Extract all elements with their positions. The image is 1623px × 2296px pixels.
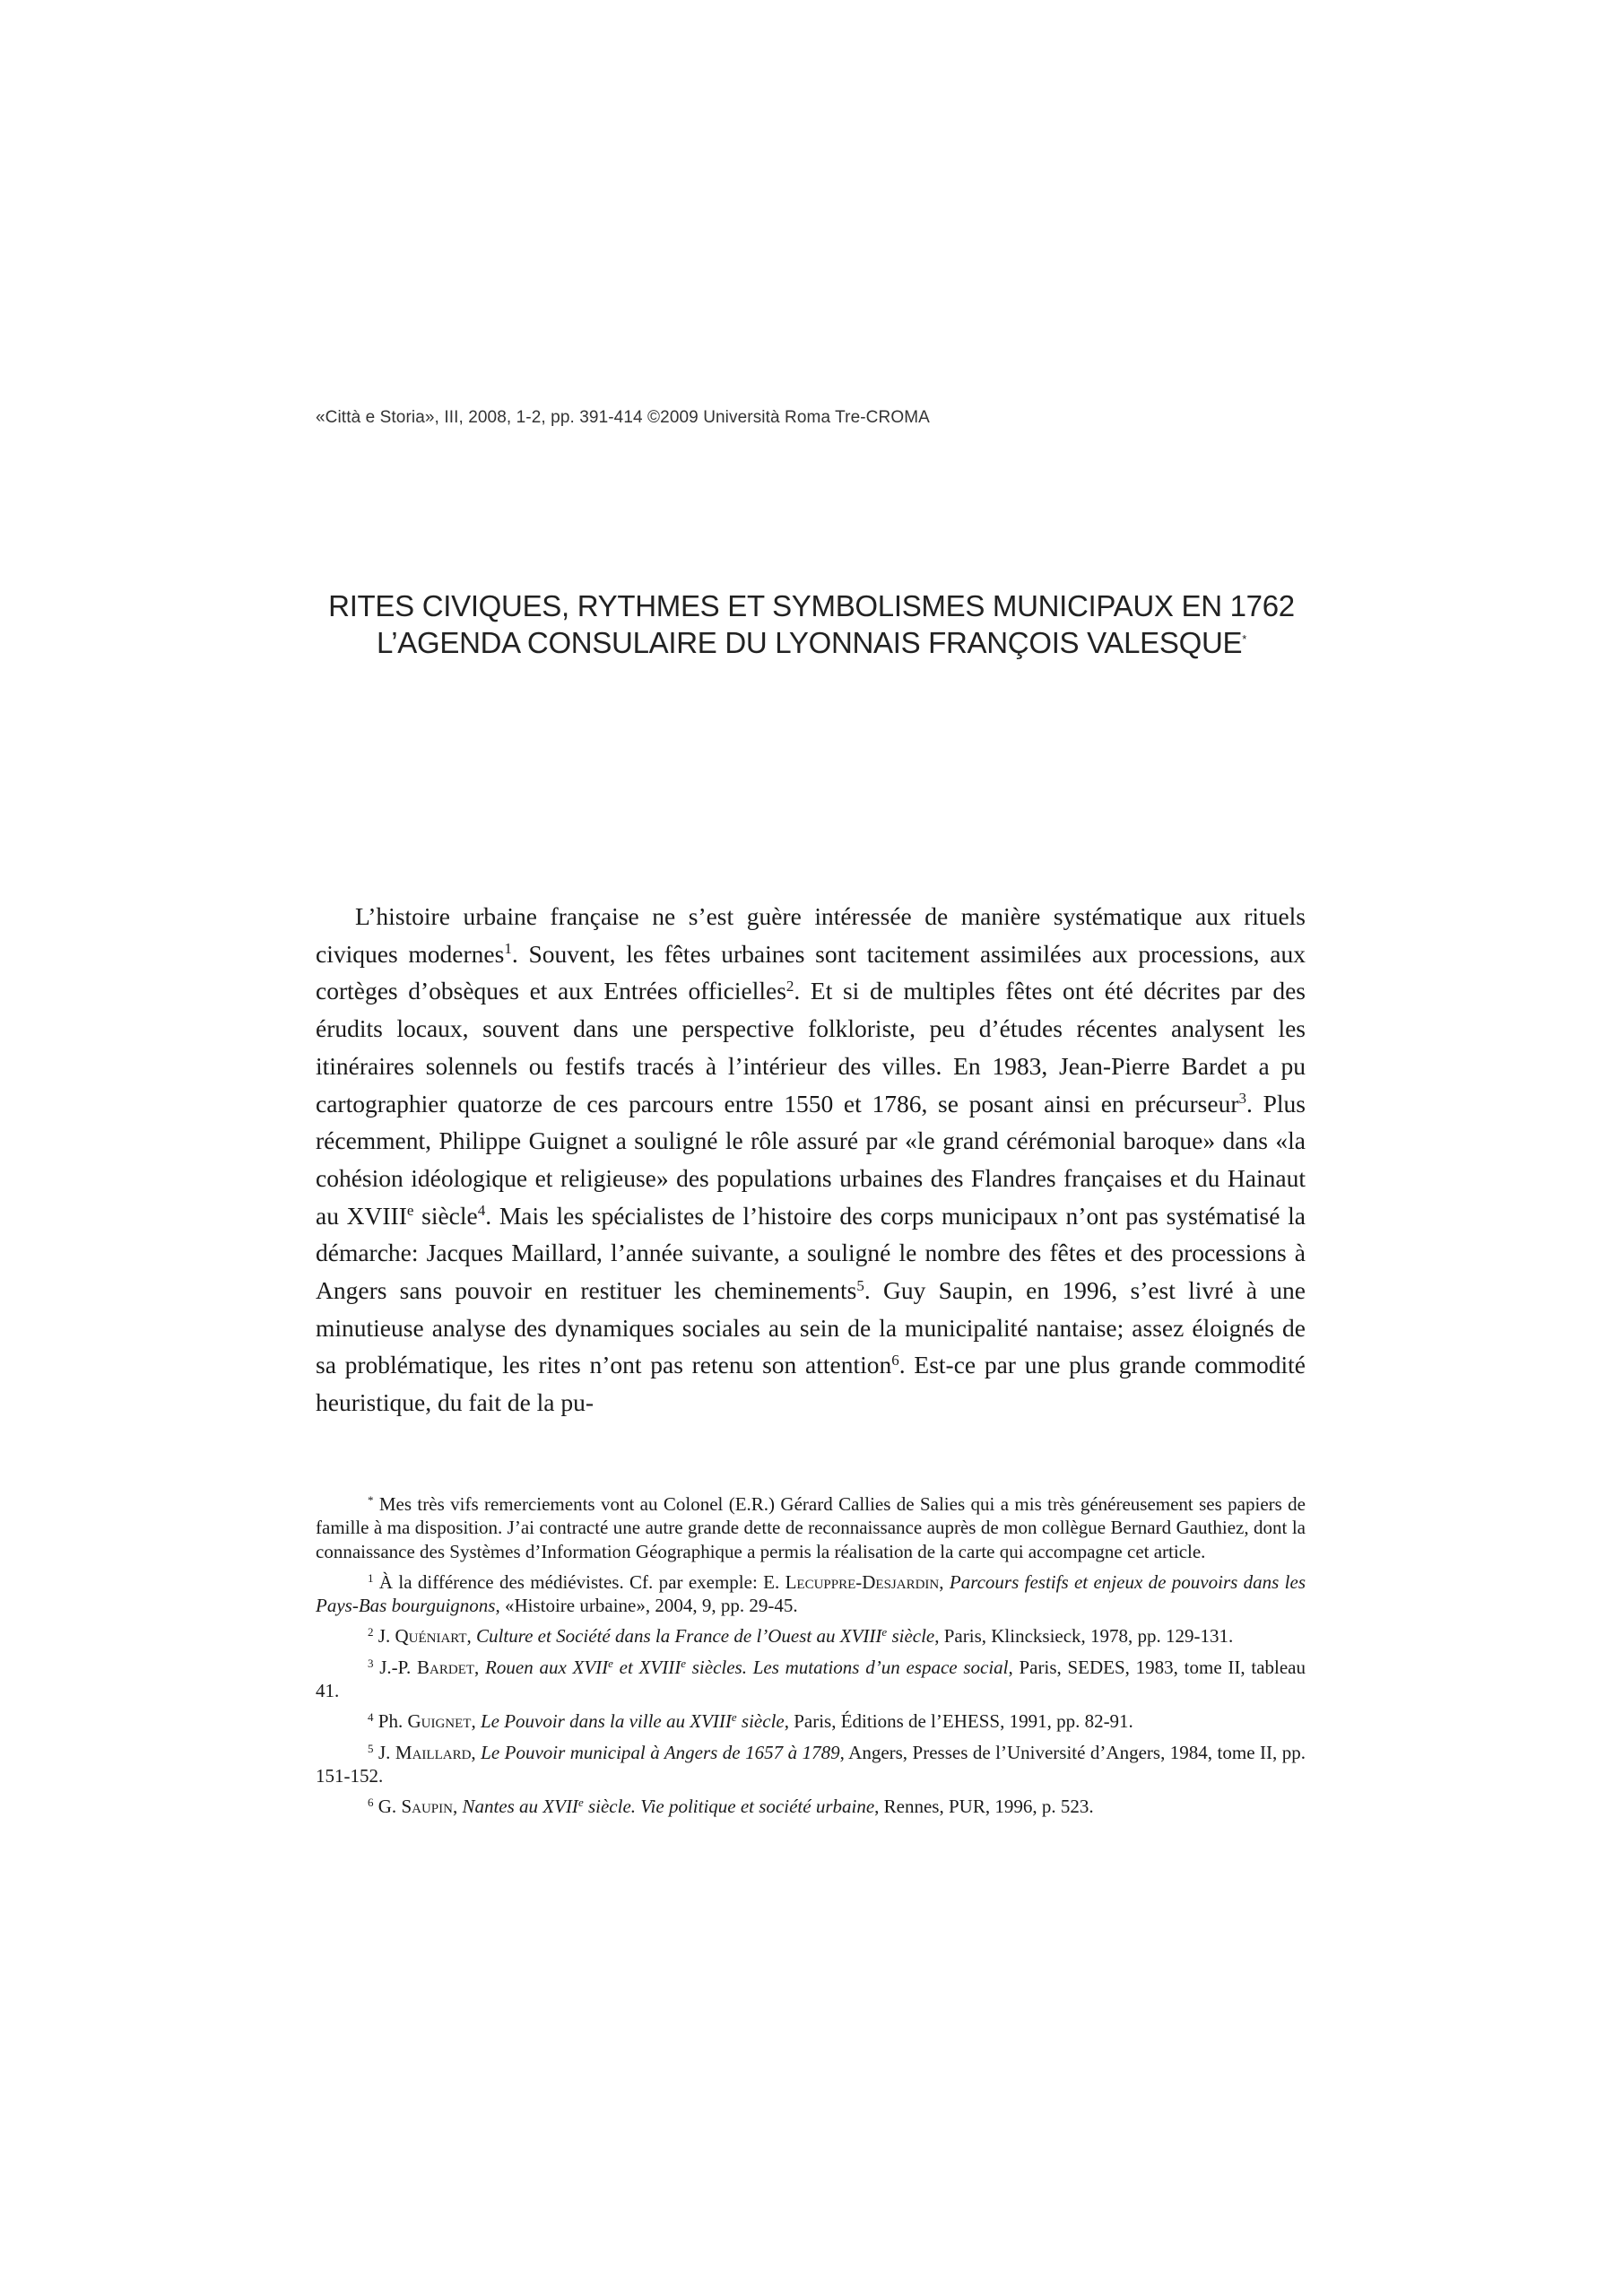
footnote-1 bbox=[316, 1570, 1306, 1618]
footnote-ref: 5 bbox=[856, 1276, 864, 1294]
footnote-star bbox=[316, 1492, 1306, 1563]
footnote-text: , bbox=[452, 1796, 463, 1818]
footnote-5 bbox=[316, 1741, 1306, 1788]
title-part: siècle bbox=[887, 1625, 935, 1648]
footnote-text: , Paris, Klincksieck, 1978, pp. 129-131. bbox=[934, 1625, 1234, 1648]
footnote-text: , Paris, SEDES, 1983, tome II, tableau 41. bbox=[316, 1656, 1306, 1702]
footnote-mark: 1 bbox=[368, 1570, 374, 1585]
body-text: . Et si de multiples fêtes ont été décrites par des érudits locaux, souvent dans une perspective folkloriste, peu d’études récentes analysent les itinéraires solennels ou festifs tracés à l’intérieur des villes. En 1983, Jean-Pierre Bardet a pu cartographier quatorze de ces parcours entre 1550 et 1786, se posant ainsi en précurseur bbox=[316, 977, 1306, 1118]
title-part: Nantes au XVII bbox=[462, 1796, 578, 1818]
body-text: . Mais les spécialistes de l’histoire des corps municipaux n’ont pas systématisé la démarche: Jacques Maillard, l’année suivante, a souligné le nombre des fêtes et des processions à Angers sans pouvoir en restituer les cheminements bbox=[316, 1201, 1306, 1305]
footnote-text: J. bbox=[373, 1741, 395, 1763]
footnote-mark: 5 bbox=[368, 1741, 374, 1755]
footnote-text: Ph. bbox=[373, 1710, 408, 1733]
footnote-text: Mes très vifs remerciements vont au Colonel (E.R.) Gérard Callies de Salies qui a mis très généreusement ses papiers de famille à ma disposition. J’ai contracté une autre grande dette de reconnaissance auprès de mon collègue Bernard Gauthiez, dont la connaissance des Systèmes d’Information Géographique a permis la réalisation de la carte qui accompagne cet article. bbox=[316, 1493, 1306, 1562]
footnote-text: À la différence des médiévistes. Cf. par exemple: E. bbox=[373, 1570, 785, 1593]
footnote-text: J.-P. bbox=[373, 1656, 418, 1678]
footnote-work-title bbox=[481, 1710, 785, 1732]
title-part: et XVIII bbox=[612, 1656, 681, 1678]
footnote-author: Maillard bbox=[395, 1741, 472, 1763]
footnote-text: G. bbox=[373, 1796, 402, 1818]
title-part: Rouen aux XVII bbox=[485, 1656, 609, 1678]
footnote-author: Quéniart bbox=[395, 1625, 467, 1648]
footnote-4 bbox=[316, 1709, 1306, 1733]
body-text: . Plus récemment, Philippe Guignet a souligné le rôle assuré par «le grand cérémonial baroque» dans «la cohésion idéologique et religieuse» des populations urbaines des Flandres françaises et du Hainaut au XVIII bbox=[316, 1089, 1306, 1230]
footnote-text: , «Histoire urbaine», 2004, 9, pp. 29-45. bbox=[495, 1595, 798, 1617]
footnote-text: , bbox=[471, 1710, 481, 1733]
footnote-work-title: Le Pouvoir municipal à Angers de 1657 à 1789 bbox=[481, 1741, 840, 1763]
footnote-text: , Paris, Éditions de l’EHESS, 1991, pp. 82-91. bbox=[784, 1710, 1133, 1733]
footnote-mark: 4 bbox=[368, 1710, 374, 1725]
title-line-2-text: L’AGENDA CONSULAIRE DU LYONNAIS FRANÇOIS VALESQUE bbox=[377, 626, 1243, 659]
footnote-ref: 4 bbox=[477, 1202, 486, 1220]
footnote-text: , Angers, Presses de l’Université d’Angers, 1984, tome II, pp. 151-152. bbox=[316, 1741, 1306, 1787]
footnote-work-title bbox=[485, 1657, 1008, 1678]
title-line-1: RITES CIVIQUES, RYTHMES ET SYMBOLISMES MUNICIPAUX EN 1762 bbox=[328, 589, 1295, 622]
footnote-ref: 6 bbox=[891, 1352, 899, 1370]
title-line-2 bbox=[269, 624, 1354, 661]
title-part: siècle. Vie politique et société urbaine bbox=[583, 1796, 875, 1818]
century-superscript: e bbox=[881, 1625, 888, 1639]
footnote-author: Lecuppre-Desjardin bbox=[785, 1570, 940, 1593]
body-paragraph bbox=[316, 898, 1306, 1422]
footnote-ref: 2 bbox=[785, 978, 794, 996]
footnote-mark: * bbox=[368, 1492, 374, 1507]
footnote-work-title bbox=[476, 1625, 934, 1647]
body-text: . Guy Saupin, en 1996, s’est livré à une minutieuse analyse des dynamiques sociales au sein de la municipalité nantaise; assez éloignés de sa problématique, les rites n’ont pas retenu son attention bbox=[316, 1276, 1306, 1379]
footnote-text: , Rennes, PUR, 1996, p. 523. bbox=[874, 1796, 1094, 1818]
century-superscript: e bbox=[608, 1656, 613, 1670]
century-superscript: e bbox=[731, 1710, 737, 1725]
title-footnote-mark: * bbox=[1242, 632, 1246, 646]
title-part: Le Pouvoir dans la ville au XVIII bbox=[480, 1710, 732, 1733]
century-superscript: e bbox=[406, 1202, 414, 1220]
footnote-text: , bbox=[466, 1625, 477, 1648]
footnote-author: Bardet bbox=[417, 1656, 475, 1678]
footnote-work-title: Parcours festifs et enjeux de pouvoirs dans les Pays-Bas bourguignons bbox=[316, 1570, 1306, 1617]
footnote-text: , bbox=[471, 1741, 482, 1763]
footnote-3 bbox=[316, 1656, 1306, 1703]
footnote-mark: 6 bbox=[368, 1796, 374, 1810]
footnote-text: , bbox=[474, 1656, 486, 1678]
journal-citation-header: «Città e Storia», III, 2008, 1-2, pp. 391-414 ©2009 Università Roma Tre-CROMA bbox=[316, 408, 930, 427]
footnote-6 bbox=[316, 1795, 1306, 1818]
footnotes-section bbox=[316, 1492, 1306, 1826]
body-text: . Souvent, les fêtes urbaines sont tacitement assimilées aux processions, aux cortèges d’obsèques et aux Entrées officielles bbox=[316, 939, 1306, 1005]
body-text: siècle bbox=[413, 1201, 478, 1230]
footnote-author: Saupin bbox=[401, 1796, 453, 1818]
title-part: Culture et Société dans la France de l’Ouest au XVIII bbox=[476, 1625, 882, 1648]
footnote-ref: 3 bbox=[1238, 1090, 1247, 1108]
footnote-ref: 1 bbox=[504, 940, 512, 958]
title-part: siècles. Les mutations d’un espace social bbox=[686, 1656, 1009, 1678]
body-text: . Est-ce par une plus grande commodité heuristique, du fait de la pu- bbox=[316, 1351, 1306, 1417]
body-text: L’histoire urbaine française ne s’est guère intéressée de manière systématique aux rituels civiques modernes bbox=[316, 902, 1306, 968]
century-superscript: e bbox=[577, 1796, 584, 1810]
footnote-work-title bbox=[462, 1796, 874, 1817]
article-title bbox=[269, 587, 1354, 661]
title-part: siècle bbox=[736, 1710, 785, 1733]
century-superscript: e bbox=[681, 1656, 686, 1670]
footnote-author: Guignet bbox=[407, 1710, 472, 1733]
footnote-text: , bbox=[939, 1570, 950, 1593]
footnote-mark: 3 bbox=[368, 1656, 374, 1670]
footnote-2 bbox=[316, 1624, 1306, 1648]
footnote-text: J. bbox=[373, 1625, 395, 1648]
footnote-mark: 2 bbox=[368, 1625, 374, 1639]
